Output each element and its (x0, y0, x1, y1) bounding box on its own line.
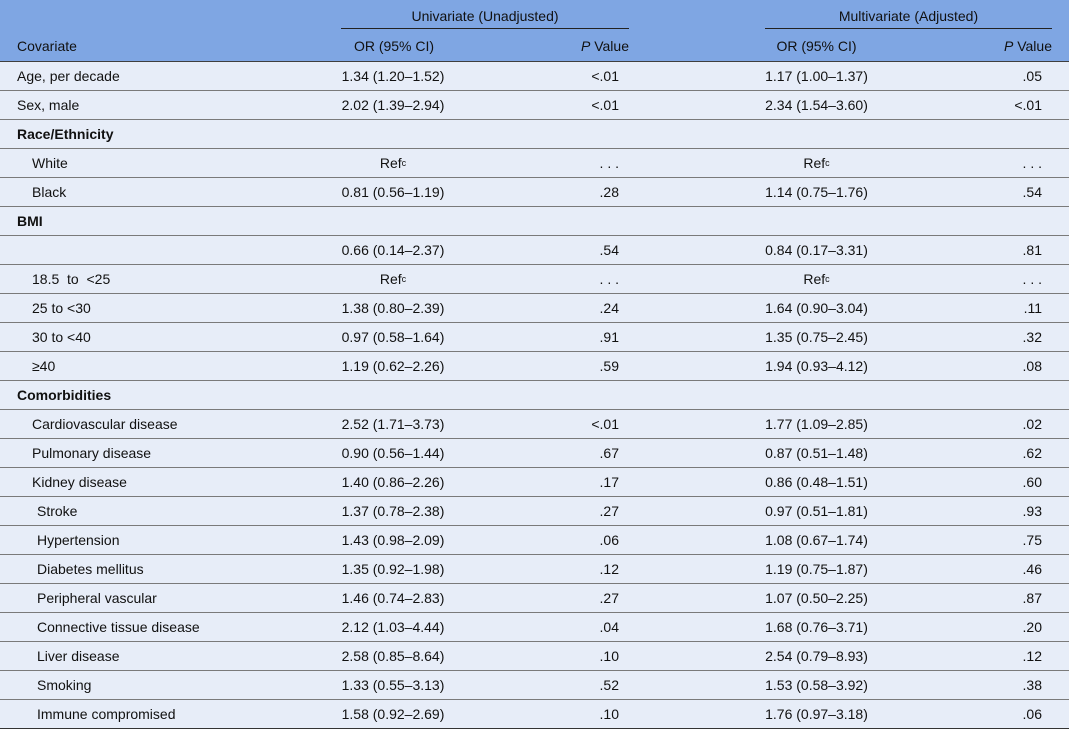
table-row-stroke (0, 497, 1069, 526)
ref-label: Ref (803, 155, 826, 171)
multi-p-cell: .75 (1022, 532, 1042, 548)
section-label: BMI (17, 213, 43, 229)
multi-p-cell: .54 (1022, 184, 1042, 200)
covariate-label: Diabetes mellitus (37, 561, 144, 577)
multi-p-cell: .81 (1022, 242, 1042, 258)
covariate-label: Smoking (37, 677, 92, 693)
covariate-label: Sex, male (17, 97, 80, 113)
section-row-bmi (0, 207, 1069, 236)
multi-or-cell: 1.53 (0.58–3.92) (765, 677, 868, 693)
covariate-label: Cardiovascular disease (32, 416, 178, 432)
multi-p-cell: .32 (1022, 329, 1042, 345)
multi-or-cell: 2.54 (0.79–8.93) (765, 648, 868, 664)
covariate-label: Connective tissue disease (37, 619, 200, 635)
covariate-label: 25 to <30 (32, 300, 91, 316)
multi-p-cell: . . . (1022, 271, 1042, 287)
covariate-label: Stroke (37, 503, 78, 519)
uni-or-cell: 2.02 (1.39–2.94) (341, 97, 445, 113)
uni-or-cell: 1.38 (0.80–2.39) (341, 300, 445, 316)
table-row-connective-tissue (0, 613, 1069, 642)
table-row-bmi-18-25 (0, 265, 1069, 294)
multi-p-cell: .12 (1022, 648, 1042, 664)
multi-p-cell: .38 (1022, 677, 1042, 693)
multi-p-cell: .87 (1022, 590, 1042, 606)
covariate-label: White (32, 155, 68, 171)
uni-p-cell: <.01 (591, 416, 619, 432)
multi-p-cell: .06 (1022, 706, 1042, 722)
table-header (0, 0, 1069, 62)
uni-p-cell: .24 (599, 300, 619, 316)
covariate-label: 30 to <40 (32, 329, 91, 345)
table-row-bmi-30-40 (0, 323, 1069, 352)
uni-or-cell: 1.34 (1.20–1.52) (341, 68, 445, 84)
uni-or-cell: 1.37 (0.78–2.38) (341, 503, 445, 519)
multi-p-cell: .08 (1022, 358, 1042, 374)
p-value-text: Value (590, 37, 629, 54)
uni-p-cell: .54 (599, 242, 619, 258)
multi-p-cell: .20 (1022, 619, 1042, 635)
column-header-uni-p (520, 32, 629, 59)
uni-p-cell: <.01 (591, 68, 619, 84)
p-italic: P (580, 37, 591, 54)
uni-p-cell: <.01 (591, 97, 619, 113)
covariate-label: Liver disease (37, 648, 120, 664)
uni-or-cell: 1.46 (0.74–2.83) (341, 590, 445, 606)
multi-or-cell: 1.07 (0.50–2.25) (765, 590, 868, 606)
uni-p-cell: .17 (599, 474, 619, 490)
uni-p-cell: .10 (599, 706, 619, 722)
uni-p-cell: .27 (599, 590, 619, 606)
uni-or-cell: 1.43 (0.98–2.09) (341, 532, 445, 548)
uni-or-cell: 1.35 (0.92–1.98) (341, 561, 445, 577)
table-row-black (0, 178, 1069, 207)
multi-p-cell: .11 (1023, 300, 1042, 316)
uni-p-cell: . . . (599, 155, 619, 171)
section-label: Comorbidities (17, 387, 112, 403)
uni-or-ref-cell: Ref c (379, 155, 407, 171)
table-row-diabetes (0, 555, 1069, 584)
uni-p-cell: .10 (599, 648, 619, 664)
multi-or-cell: 0.84 (0.17–3.31) (765, 242, 868, 258)
covariate-label: Peripheral vascular (37, 590, 157, 606)
table-row-bmi-unlabeled (0, 236, 1069, 265)
uni-or-ref-cell: Ref c (379, 271, 407, 287)
column-header-covariate: Covariate (17, 37, 77, 54)
table-row-pulmonary (0, 439, 1069, 468)
table-row-smoking (0, 671, 1069, 700)
uni-p-cell: .59 (599, 358, 619, 374)
multi-or-cell: 0.97 (0.51–1.81) (765, 503, 868, 519)
uni-p-cell: . . . (599, 271, 619, 287)
table-row-immune (0, 700, 1069, 729)
multi-p-cell: . . . (1022, 155, 1042, 171)
multi-or-ref-cell: Ref c (803, 155, 830, 171)
table-row-bmi-40-plus (0, 352, 1069, 381)
uni-or-cell: 1.33 (0.55–3.13) (341, 677, 445, 693)
table-row-white (0, 149, 1069, 178)
table-row-peripheral-vascular (0, 584, 1069, 613)
multi-or-cell: 1.14 (0.75–1.76) (765, 184, 868, 200)
uni-or-cell: 2.52 (1.71–3.73) (341, 416, 445, 432)
multi-or-cell: 1.94 (0.93–4.12) (765, 358, 868, 374)
multi-or-cell: 1.19 (0.75–1.87) (765, 561, 868, 577)
uni-or-cell: 2.12 (1.03–4.44) (341, 619, 445, 635)
uni-p-cell: .04 (599, 619, 619, 635)
multi-or-cell: 2.34 (1.54–3.60) (765, 97, 868, 113)
uni-p-cell: .28 (599, 184, 619, 200)
multi-p-cell: .02 (1022, 416, 1042, 432)
column-header-multi-p (950, 32, 1052, 59)
column-header-uni-or: OR (95% CI) (353, 37, 435, 54)
ref-label: Ref (803, 271, 826, 287)
covariate-label: Black (32, 184, 67, 200)
uni-or-cell: 1.40 (0.86–2.26) (341, 474, 445, 490)
uni-or-cell: 2.58 (0.85–8.64) (341, 648, 445, 664)
covariate-label: Immune compromised (37, 706, 176, 722)
covariate-label: ≥40 (32, 358, 56, 374)
multi-p-cell: .05 (1022, 68, 1042, 84)
section-label: Race/Ethnicity (17, 126, 114, 142)
table-row-sex (0, 91, 1069, 120)
uni-p-cell: .27 (599, 503, 619, 519)
p-value-text: Value (1013, 37, 1052, 54)
multi-or-cell: 0.87 (0.51–1.48) (765, 445, 868, 461)
p-italic: P (1003, 37, 1014, 54)
multi-p-cell: .60 (1022, 474, 1042, 490)
covariate-label: Pulmonary disease (32, 445, 152, 461)
uni-or-cell: 0.81 (0.56–1.19) (341, 184, 445, 200)
multi-p-cell: .62 (1022, 445, 1042, 461)
column-header-multi-or: OR (95% CI) (776, 37, 857, 54)
covariate-label: Hypertension (37, 532, 120, 548)
table-row-age (0, 62, 1069, 91)
multi-or-cell: 1.17 (1.00–1.37) (765, 68, 868, 84)
table-row-kidney (0, 468, 1069, 497)
table-row-bmi-25-30 (0, 294, 1069, 323)
covariate-label: Age, per decade (17, 68, 120, 84)
uni-or-cell: 0.90 (0.56–1.44) (341, 445, 445, 461)
multi-p-cell: <.01 (1014, 97, 1042, 113)
section-row-comorbidities (0, 381, 1069, 410)
ref-label: Ref (379, 155, 402, 171)
multi-p-cell: .93 (1022, 503, 1042, 519)
group-header-multivariate: Multivariate (Adjusted) (765, 2, 1052, 29)
uni-p-cell: .06 (599, 532, 619, 548)
group-header-univariate: Univariate (Unadjusted) (341, 2, 629, 29)
uni-p-cell: .12 (599, 561, 619, 577)
covariate-label: 18.5 to <25 (32, 271, 111, 287)
multi-or-cell: 1.77 (1.09–2.85) (765, 416, 868, 432)
multi-or-cell: 1.64 (0.90–3.04) (765, 300, 868, 316)
table-row-liver (0, 642, 1069, 671)
multi-or-cell: 1.08 (0.67–1.74) (765, 532, 868, 548)
uni-p-cell: .67 (599, 445, 619, 461)
uni-or-cell: 1.19 (0.62–2.26) (341, 358, 445, 374)
multi-p-cell: .46 (1022, 561, 1042, 577)
multi-or-ref-cell: Ref c (803, 271, 830, 287)
multi-or-cell: 1.76 (0.97–3.18) (765, 706, 868, 722)
section-row-race-ethnicity (0, 120, 1069, 149)
uni-p-cell: .91 (599, 329, 619, 345)
table-row-hypertension (0, 526, 1069, 555)
uni-or-cell: 0.66 (0.14–2.37) (341, 242, 445, 258)
uni-p-cell: .52 (599, 677, 619, 693)
uni-or-cell: 0.97 (0.58–1.64) (341, 329, 445, 345)
ref-label: Ref (379, 271, 402, 287)
multi-or-cell: 1.68 (0.76–3.71) (765, 619, 868, 635)
table-row-cardiovascular (0, 410, 1069, 439)
multi-or-cell: 0.86 (0.48–1.51) (765, 474, 868, 490)
covariate-label: Kidney disease (32, 474, 127, 490)
uni-or-cell: 1.58 (0.92–2.69) (341, 706, 445, 722)
multi-or-cell: 1.35 (0.75–2.45) (765, 329, 868, 345)
